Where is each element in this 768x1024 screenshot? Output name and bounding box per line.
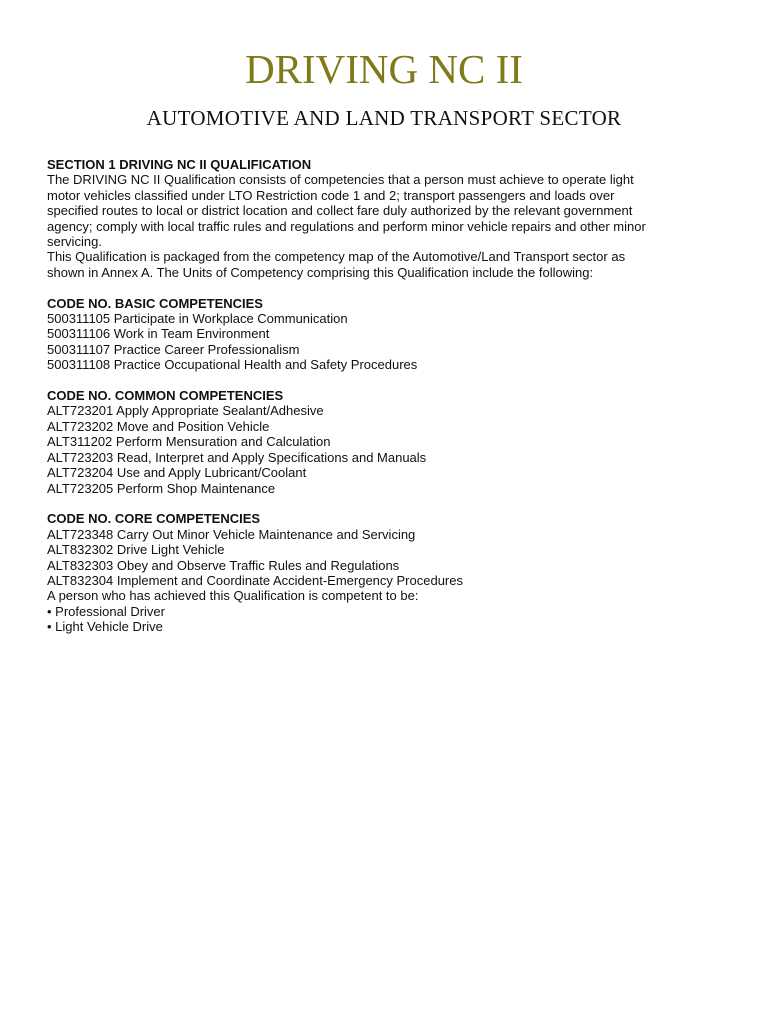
paragraph-line: The DRIVING NC II Qualification consists of competencies that a person must achieve to operate light xyxy=(47,172,634,188)
competency-item: ALT723202 Move and Position Vehicle xyxy=(47,418,270,434)
competency-item: ALT311202 Perform Mensuration and Calculation xyxy=(47,434,331,450)
competency-item: ALT723348 Carry Out Minor Vehicle Maintenance and Servicing xyxy=(47,526,416,542)
document-body xyxy=(47,157,727,635)
role-item: • Light Vehicle Drive xyxy=(47,619,163,635)
competency-item: ALT723204 Use and Apply Lubricant/Coolant xyxy=(47,465,307,481)
competency-item: 500311106 Work in Team Environment xyxy=(47,326,270,342)
paragraph-line: This Qualification is packaged from the competency map of the Automotive/Land Transport sector as xyxy=(47,249,626,265)
competency-item: 500311108 Practice Occupational Health and Safety Procedures xyxy=(47,357,418,373)
paragraph-line: shown in Annex A. The Units of Competency comprising this Qualification include the following: xyxy=(47,264,594,280)
paragraph-line: servicing. xyxy=(47,234,102,250)
competency-item: ALT723201 Apply Appropriate Sealant/Adhesive xyxy=(47,403,324,419)
spacer xyxy=(47,496,727,511)
role-item: • Professional Driver xyxy=(47,603,165,619)
spacer xyxy=(47,280,727,295)
paragraph-line: specified routes to local or district location and collect fare duly authorized by the relevant government xyxy=(47,203,633,219)
competency-item: ALT723203 Read, Interpret and Apply Specifications and Manuals xyxy=(47,449,427,465)
competency-item: 500311105 Participate in Workplace Communication xyxy=(47,311,348,327)
paragraph-line: motor vehicles classified under LTO Restriction code 1 and 2; transport passengers and loads over xyxy=(47,187,615,203)
paragraph-line: agency; comply with local traffic rules and regulations and perform minor vehicle repairs and other minor xyxy=(47,218,646,234)
document-title: DRIVING NC II xyxy=(245,46,523,92)
core-competencies-heading: CODE NO. CORE COMPETENCIES xyxy=(47,511,261,527)
spacer xyxy=(47,373,727,388)
competency-item: ALT832303 Obey and Observe Traffic Rules and Regulations xyxy=(47,557,400,573)
basic-competencies-heading: CODE NO. BASIC COMPETENCIES xyxy=(47,295,263,311)
section-1-heading: SECTION 1 DRIVING NC II QUALIFICATION xyxy=(47,157,312,172)
competency-item: ALT723205 Perform Shop Maintenance xyxy=(47,480,276,496)
outcome-intro: A person who has achieved this Qualification is competent to be: xyxy=(47,588,419,604)
competency-item: ALT832302 Drive Light Vehicle xyxy=(47,542,225,558)
competency-item: 500311107 Practice Career Professionalism xyxy=(47,341,300,357)
competency-item: ALT832304 Implement and Coordinate Accident-Emergency Procedures xyxy=(47,572,463,588)
common-competencies-heading: CODE NO. COMMON COMPETENCIES xyxy=(47,388,284,404)
document-subtitle: AUTOMOTIVE AND LAND TRANSPORT SECTOR xyxy=(146,106,622,130)
